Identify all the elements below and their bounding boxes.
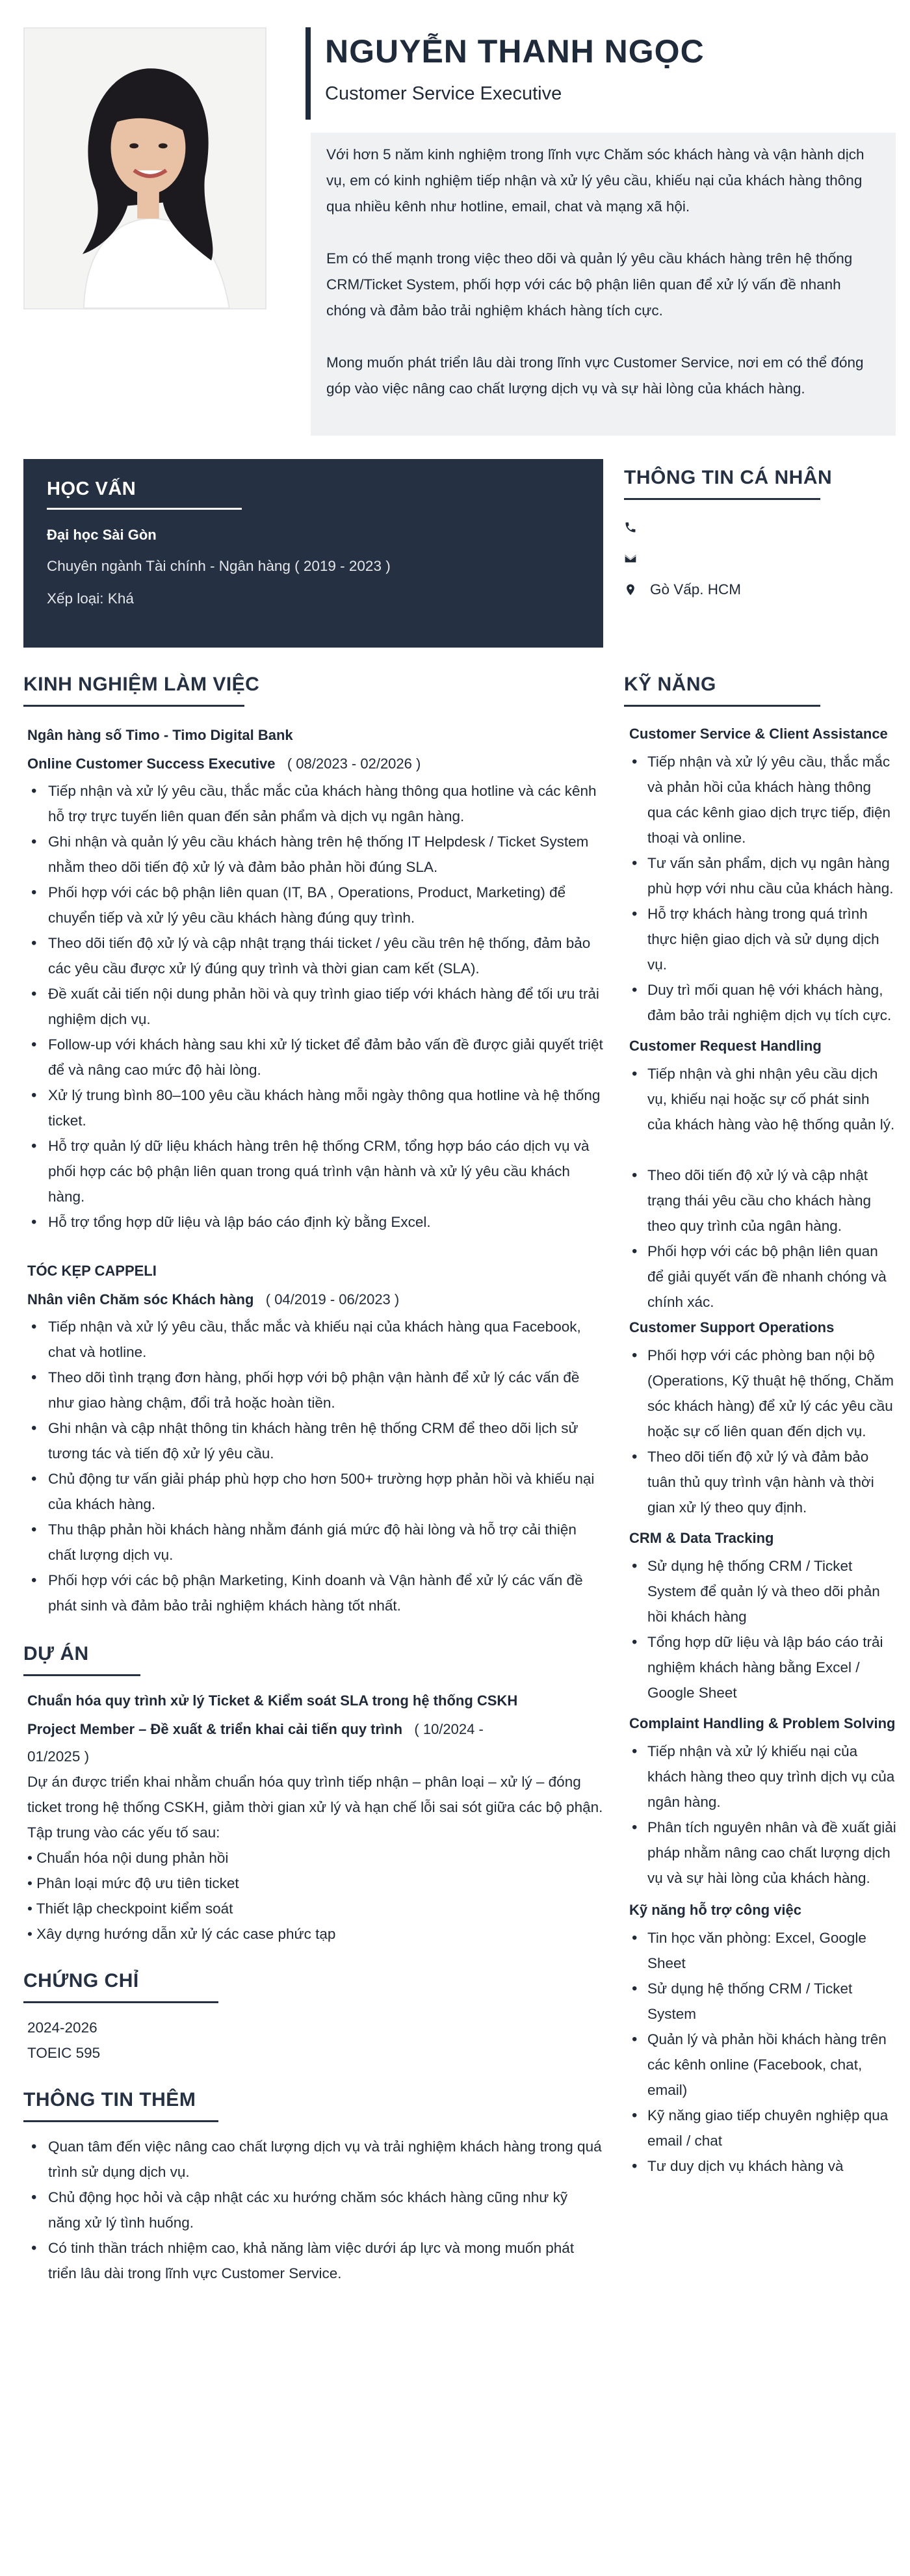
header [306,27,884,120]
job-bullet: • Ghi nhận và cập nhật thông tin khách hàng trên hệ thống CRM để theo dõi lịch sử tương tác và tiến độ xử lý yêu cầu. [27,1415,603,1466]
certificate-item: TOEIC 595 [27,2045,101,2061]
skill-list [624,1343,897,1520]
job-role: Nhân viên Chăm sóc Khách hàng [27,1291,254,1308]
candidate-name: NGUYỄN THANH NGỌC [325,33,705,70]
summary-paragraph: Mong muốn phát triển lâu dài trong lĩnh vực Customer Service, nơi em có thể đóng góp vào việc nâng cao chất lượng dịch vụ và sự hài lòng của khách hàng. [326,354,864,397]
skill-list [624,1739,897,1891]
skill-item: • Hỗ trợ khách hàng trong quá trình thực hiện giao dịch và sử dụng dịch vụ. [628,901,897,977]
skill-item: • Tiếp nhận và ghi nhận yêu cầu dịch vụ, khiếu nại hoặc sự cố phát sinh của khách hàng vào hệ thống quản lý. [628,1061,897,1137]
skill-list [624,1925,897,2179]
skill-group [624,1033,897,1315]
skill-group-title: CRM & Data Tracking [629,1530,774,1546]
skill-item: • Tư vấn sản phẩm, dịch vụ ngân hàng phù hợp với nhu cầu của khách hàng. [628,850,897,901]
skill-item: • Duy trì mối quan hệ với khách hàng, đảm bảo trải nghiệm dịch vụ tích cực. [628,977,897,1028]
job-bullet: • Hỗ trợ quản lý dữ liệu khách hàng trên hệ thống CRM, tổng hợp báo cáo dịch vụ và phối hợp các bộ phận liên quan trong quá trình vận hành và xử lý yêu cầu khách hàng. [27,1133,603,1209]
skill-item: • Tư duy dịch vụ khách hàng và [628,2153,897,2179]
summary-box [311,133,896,436]
projects-divider [23,1674,140,1676]
experience-title: KINH NGHIỆM LÀM VIỆC [23,674,260,695]
additional-title: THÔNG TIN THÊM [23,2089,196,2110]
additional-bullet: • Có tinh thần trách nhiệm cao, khả năng làm việc dưới áp lực và mong muốn phát triển lâu dài trong lĩnh vực Customer Service. [27,2235,603,2286]
job-role: Online Customer Success Executive [27,756,276,772]
skill-group-title: Kỹ năng hỗ trợ công việc [629,1902,802,1918]
job-entry [23,1257,603,1618]
skill-item: • Phân tích nguyên nhân và đề xuất giải pháp nhằm nâng cao chất lượng dịch vụ và sự hài lòng của khách hàng. [628,1815,897,1891]
location-text: Gò Vấp. HCM [650,581,742,598]
skill-group-title: Customer Service & Client Assistance [629,726,888,742]
job-company: TÓC KẸP CAPPELI [27,1263,157,1279]
additional-section [23,2089,603,2286]
additional-bullet: • Quan tâm đến việc nâng cao chất lượng dịch vụ và trải nghiệm khách hàng trong quá trình sử dụng dịch vụ. [27,2134,603,2185]
job-bullet: • Thu thập phản hồi khách hàng nhằm đánh giá mức độ hài lòng và hỗ trợ cải thiện chất lượng dịch vụ. [27,1517,603,1568]
education-section [23,459,603,648]
skill-list [624,1061,897,1315]
job-entry [23,721,603,1235]
skill-item: • Tổng hợp dữ liệu và lập báo cáo trải nghiệm khách hàng bằng Excel / Google Sheet [628,1629,897,1705]
personal-info-section [624,467,897,605]
project-focus-item: • Phân loại mức độ ưu tiên ticket [27,1875,239,1891]
job-bullet: • Hỗ trợ tổng hợp dữ liệu và lập báo cáo định kỳ bằng Excel. [27,1209,603,1235]
location-pin-icon [624,583,650,596]
phone-icon [624,521,650,534]
skill-item: • Tiếp nhận và xử lý khiếu nại của khách hàng theo quy trình dịch vụ của ngân hàng. [628,1739,897,1815]
project-focus-label: Tập trung vào các yếu tố sau: [27,1824,220,1841]
skills-section [624,674,897,2179]
education-school: Đại học Sài Gòn [47,527,157,543]
skills-title: KỸ NĂNG [624,674,716,695]
job-period: ( 08/2023 - 02/2026 ) [287,756,421,772]
certificates-section [23,1970,603,2066]
email-icon [624,552,650,565]
skill-item: • Phối hợp với các bộ phận liên quan để giải quyết vấn đề nhanh chóng và chính xác. [628,1239,897,1315]
additional-bullets [23,2134,603,2286]
project-role-line [23,1715,603,1744]
contact-email [624,543,897,574]
projects-section [23,1643,603,1947]
additional-divider [23,2120,218,2122]
project-focus-item: • Thiết lập checkpoint kiểm soát [27,1900,233,1917]
job-bullet: • Ghi nhận và quản lý yêu cầu khách hàng trên hệ thống IT Helpdesk / Ticket System nhằm theo dõi tiến độ xử lý và đảm bảo phản hồi đúng SLA. [27,829,603,880]
contact-phone [624,512,897,543]
personal-info-divider [624,498,820,500]
job-role-line [23,1285,603,1314]
skill-group [624,1897,897,2179]
job-bullet: • Phối hợp với các bộ phận liên quan (IT, BA , Operations, Product, Marketing) để chuyển tiếp và xử lý yêu cầu khách hàng đúng quy trình. [27,880,603,930]
skill-list [624,749,897,1028]
project-focus-item: • Xây dựng hướng dẫn xử lý các case phức tạp [27,1926,336,1942]
skill-group [624,1711,897,1891]
project-description: Dự án được triển khai nhằm chuẩn hóa quy trình tiếp nhận – phân loại – xử lý – đóng ticket trong hệ thống CSKH, giảm thời gian xử lý và hạn chế lỗi sai sót giữa các bộ phận. [27,1774,603,1815]
job-period: ( 04/2019 - 06/2023 ) [265,1291,400,1308]
job-bullet: • Tiếp nhận và xử lý yêu cầu, thắc mắc của khách hàng thông qua hotline và các kênh hỗ trợ trực tuyến liên quan đến sản phẩm và dịch vụ ngân hàng. [27,778,603,829]
skill-item: • Theo dõi tiến độ xử lý và đảm bảo tuân thủ quy trình vận hành và thời gian xử lý theo quy định. [628,1444,897,1520]
job-bullet: • Xử lý trung bình 80–100 yêu cầu khách hàng mỗi ngày thông qua hotline và hệ thống ticket. [27,1083,603,1133]
job-bullet: • Phối hợp với các bộ phận Marketing, Kinh doanh và Vận hành để xử lý các vấn đề phát sinh và đảm bảo trải nghiệm khách hàng tốt nhất. [27,1568,603,1618]
job-bullet: • Tiếp nhận và xử lý yêu cầu, thắc mắc và khiếu nại của khách hàng qua Facebook, chat và hotline. [27,1314,603,1365]
skill-item: • Quản lý và phản hồi khách hàng trên các kênh online (Facebook, chat, email) [628,2027,897,2103]
job-bullet: • Chủ động tư vấn giải pháp phù hợp cho hơn 500+ trường hợp phản hồi và khiếu nại của khách hàng. [27,1466,603,1517]
skill-list [624,1553,897,1705]
skill-group [624,1525,897,1705]
certificate-item: 2024-2026 [27,2019,98,2036]
summary-paragraph: Với hơn 5 năm kinh nghiệm trong lĩnh vực Chăm sóc khách hàng và vận hành dịch vụ, em có kinh nghiệm tiếp nhận và xử lý yêu cầu, khiếu nại của khách hàng thông qua nhiều kênh như hotline, email, chat và mạng xã hội. [326,146,864,215]
education-divider [47,508,242,510]
skill-group-title: Customer Request Handling [629,1038,822,1054]
project-period-end: 01/2025 ) [27,1748,90,1765]
skill-item: • Sử dụng hệ thống CRM / Ticket System [628,1976,897,2027]
projects-title: DỰ ÁN [23,1643,89,1664]
job-bullet: • Theo dõi tình trạng đơn hàng, phối hợp với bộ phận vận hành để xử lý các vấn đề như giao hàng chậm, đổi trả hoặc hoàn tiền. [27,1365,603,1415]
skill-item: • Tin học văn phòng: Excel, Google Sheet [628,1925,897,1976]
education-title: HỌC VẤN [47,479,136,499]
job-bullet: • Đề xuất cải tiến nội dung phản hồi và quy trình giao tiếp với khách hàng để tối ưu trải nghiệm dịch vụ. [27,981,603,1032]
left-column [23,674,603,2286]
project-focus-item: • Chuẩn hóa nội dung phản hồi [27,1850,229,1866]
experience-divider [23,705,244,707]
skill-item: • Tiếp nhận và xử lý yêu cầu, thắc mắc và phản hồi của khách hàng thông qua các kênh giao dịch trực tiếp, điện thoại và online. [628,749,897,850]
job-bullets [23,778,603,1235]
contact-location [624,574,897,605]
job-role-line [23,750,603,778]
contact-list [624,512,897,605]
skill-group-title: Customer Support Operations [629,1319,835,1335]
project-name: Chuẩn hóa quy trình xử lý Ticket & Kiểm soát SLA trong hệ thống CSKH [27,1692,518,1709]
certificates-divider [23,2001,218,2003]
profile-photo [23,27,266,309]
education-major: Chuyên ngành Tài chính - Ngân hàng ( 2019 - 2023 ) [47,558,391,574]
personal-info-title: THÔNG TIN CÁ NHÂN [624,467,833,488]
skill-item: • Sử dụng hệ thống CRM / Ticket System để quản lý và theo dõi phản hồi khách hàng [628,1553,897,1629]
skill-group [624,1315,897,1520]
job-bullet: • Theo dõi tiến độ xử lý và cập nhật trạng thái ticket / yêu cầu trên hệ thống, đảm bảo các yêu cầu được xử lý đúng quy trình và thời gian cam kết (SLA). [27,930,603,981]
skill-item: • Phối hợp với các phòng ban nội bộ (Operations, Kỹ thuật hệ thống, Chăm sóc khách hàng) để xử lý các yêu cầu hoặc sự cố liên quan đến dịch vụ. [628,1343,897,1444]
skill-item: • Theo dõi tiến độ xử lý và cập nhật trạng thái yêu cầu cho khách hàng theo quy trình của ngân hàng. [628,1163,897,1239]
skill-item: • Kỹ năng giao tiếp chuyên nghiệp qua email / chat [628,2103,897,2153]
job-bullet: • Follow-up với khách hàng sau khi xử lý ticket để đảm bảo vấn đề được giải quyết triệt để và nâng cao mức độ hài lòng. [27,1032,603,1083]
summary-paragraph: Em có thế mạnh trong việc theo dõi và quản lý yêu cầu khách hàng trên hệ thống CRM/Ticket System, phối hợp với các bộ phận liên quan để xử lý vấn đề nhanh chóng và đảm bảo trải nghiệm khách hàng tích cực. [326,250,853,319]
project-role: Project Member – Đề xuất & triển khai cải tiến quy trình [27,1721,403,1737]
job-title: Customer Service Executive [325,83,562,104]
skills-divider [624,705,820,707]
additional-bullet: • Chủ động học hỏi và cập nhật các xu hướng chăm sóc khách hàng cũng như kỹ năng xử lý tình huống. [27,2185,603,2235]
job-company: Ngân hàng số Timo - Timo Digital Bank [27,727,293,743]
certificates-title: CHỨNG CHỈ [23,1970,139,1991]
portrait-image [25,29,265,308]
job-bullets [23,1314,603,1618]
skill-group [624,721,897,1028]
education-grade: Xếp loại: Khá [47,590,134,607]
project-period-start: ( 10/2024 - [414,1721,484,1737]
skill-group-title: Complaint Handling & Problem Solving [629,1715,896,1731]
